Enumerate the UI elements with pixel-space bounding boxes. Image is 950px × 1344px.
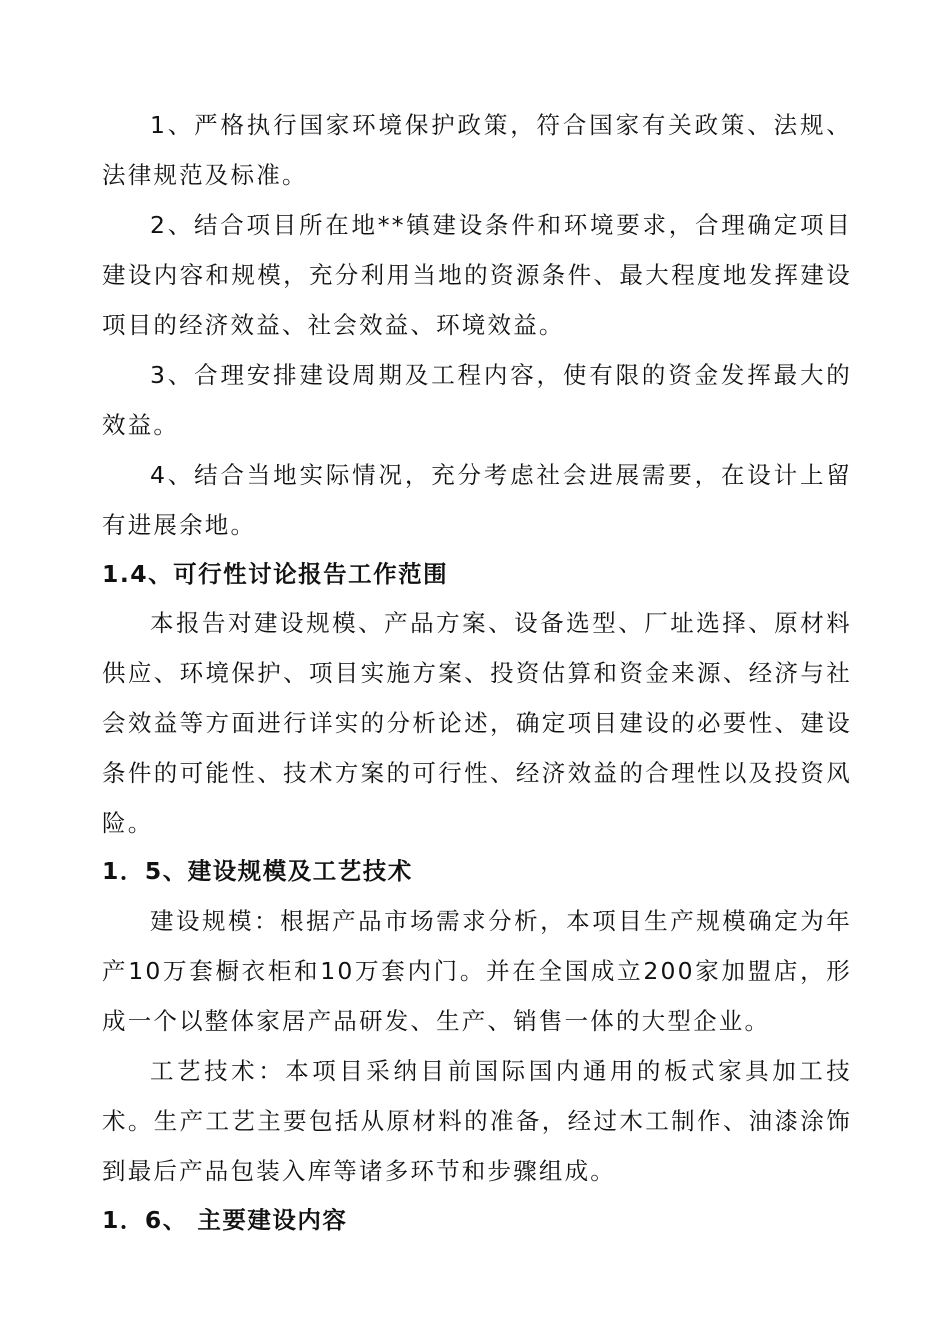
section-1-4-body: 本报告对建设规模、产品方案、设备选型、厂址选择、原材料供应、环境保护、项目实施方案、投资估算和资金来源、经济与社会效益等方面进行详实的分析论述，确定项目建设的必要性、建设条件的可能性、技术方案的可行性、经济效益的合理性以及投资风险。: [102, 609, 852, 837]
principle-2: 2、结合项目所在地**镇建设条件和环境要求，合理确定项目建设内容和规模，充分利用当地的资源条件、最大程度地发挥建设项目的经济效益、社会效益、环境效益。: [102, 211, 852, 339]
section-1-5-heading: 1．5、建设规模及工艺技术: [102, 857, 413, 885]
section-1-4-heading: 1.4、可行性讨论报告工作范围: [102, 560, 449, 588]
principle-1: 1、严格执行国家环境保护政策，符合国家有关政策、法规、法律规范及标准。: [102, 111, 852, 189]
section-1-5-scale: 建设规模：根据产品市场需求分析，本项目生产规模确定为年产10万套橱衣柜和10万套内门。并在全国成立200家加盟店，形成一个以整体家居产品研发、生产、销售一体的大型企业。: [102, 907, 852, 1035]
section-1-6-heading: 1．6、 主要建设内容: [102, 1206, 348, 1234]
principle-3: 3、合理安排建设周期及工程内容，使有限的资金发挥最大的效益。: [102, 361, 852, 439]
principle-4: 4、结合当地实际情况，充分考虑社会进展需要，在设计上留有进展余地。: [102, 461, 852, 539]
section-1-5-tech: 工艺技术：本项目采纳目前国际国内通用的板式家具加工技术。生产工艺主要包括从原材料的准备，经过木工制作、油漆涂饰到最后产品包装入库等诸多环节和步骤组成。: [102, 1057, 852, 1185]
